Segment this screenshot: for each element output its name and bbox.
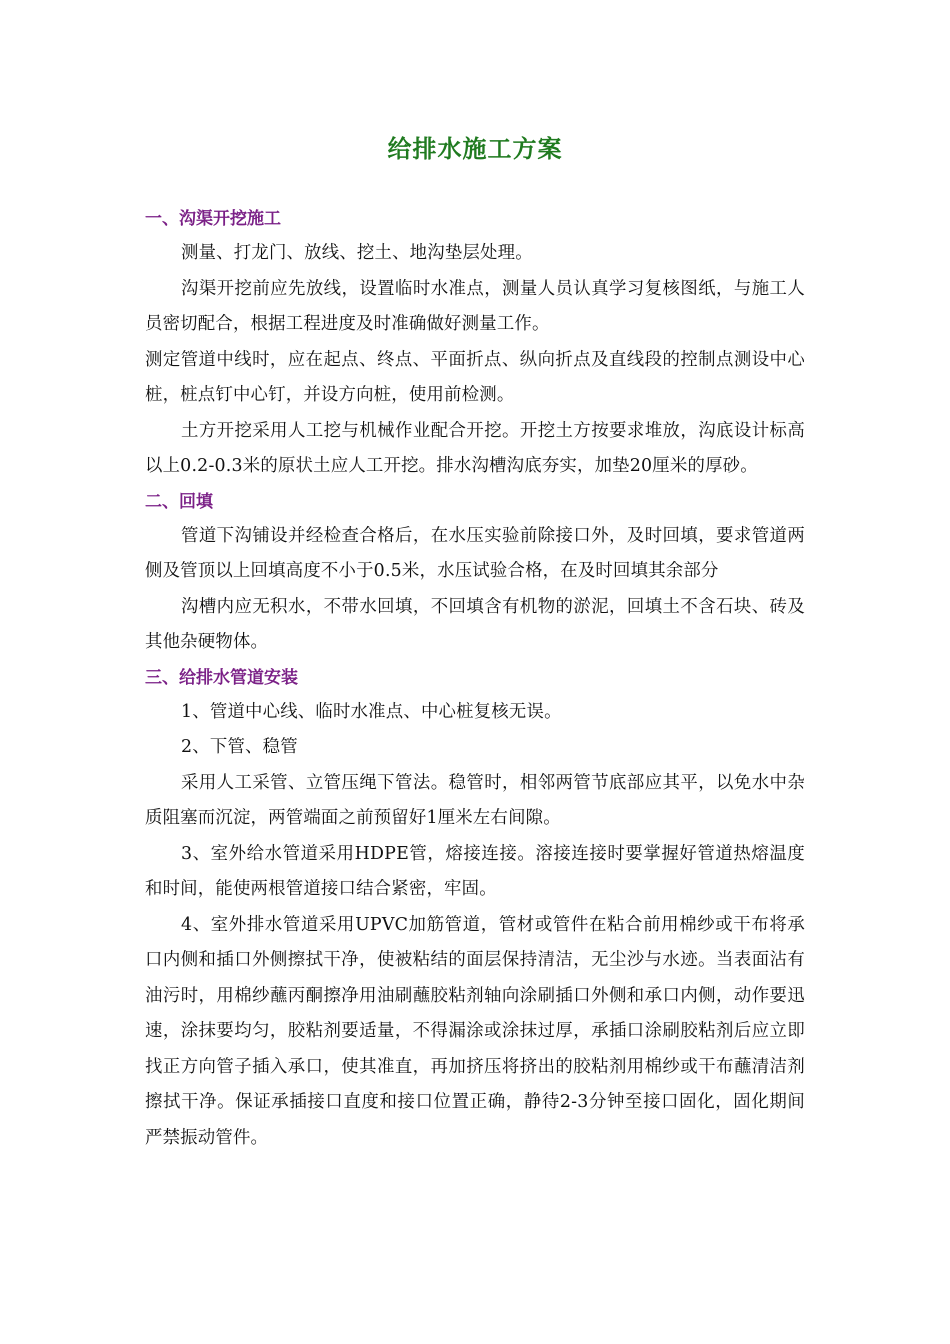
- paragraph: 1、管道中心线、临时水准点、中心桩复核无误。: [181, 701, 562, 722]
- section-heading: 三、给排水管道安装: [145, 667, 298, 688]
- paragraph: 管道下沟铺设并经检查合格后，在水压实验前除接口外，及时回填，要求管道两侧及管顶以上回填高度不小于0.5米，水压试验合格，在及时回填其余部分: [145, 525, 805, 581]
- paragraph: 3、室外给水管道采用HDPE管，熔接连接。溶接连接时要掌握好管道热熔温度和时间，能使两根管道接口结合紧密，牢固。: [145, 843, 805, 899]
- section-backfill: [145, 485, 805, 661]
- paragraph: 土方开挖采用人工挖与机械作业配合开挖。开挖土方按要求堆放，沟底设计标高以上0.2-0.3米的原状土应人工开挖。排水沟槽沟底夯实，加垫20厘米的厚砂。: [145, 420, 805, 476]
- section-trench-excavation: [145, 202, 805, 485]
- paragraph: 4、室外排水管道采用UPVC加筋管道，管材或管件在粘合前用棉纱或干布将承口内侧和插口外侧擦拭干净，使被粘结的面层保持清洁，无尘沙与水迹。当表面沾有油污时，用棉纱蘸丙酮擦净用油刷蘸胶粘剂轴向涂刷插口外侧和承口内侧，动作要迅速，涂抹要均匀，胶粘剂要适量，不得漏涂或涂抹过厚，承插口涂刷胶粘剂后应立即找正方向管子插入承口，使其准直，再加挤压将挤出的胶粘剂用棉纱或干布蘸清洁剂擦拭干净。保证承插接口直度和接口位置正确，静待2-3分钟至接口固化，固化期间严禁振动管件。: [145, 914, 805, 1148]
- paragraph: 沟槽内应无积水，不带水回填，不回填含有机物的淤泥，回填土不含石块、砖及其他杂硬物体。: [145, 596, 805, 652]
- paragraph: 2、下管、稳管: [181, 737, 298, 757]
- document-title: 给排水施工方案: [387, 135, 563, 163]
- section-heading: 一、沟渠开挖施工: [145, 209, 281, 229]
- paragraph: 测定管道中线时，应在起点、终点、平面折点、纵向折点及直线段的控制点测设中心桩，桩点钉中心钉，并设方向桩，使用前检测。: [145, 349, 805, 405]
- document-page: [145, 132, 805, 1156]
- paragraph: 沟渠开挖前应先放线，设置临时水准点，测量人员认真学习复核图纸，与施工人员密切配合，根据工程进度及时准确做好测量工作。: [145, 278, 805, 334]
- section-heading: 二、回填: [145, 491, 213, 512]
- paragraph: 测量、打龙门、放线、挖土、地沟垫层处理。: [181, 243, 533, 263]
- paragraph: 采用人工采管、立管压绳下管法。稳管时，相邻两管节底部应其平，以免水中杂质阻塞而沉淀，两管端面之前预留好1厘米左右间隙。: [145, 772, 805, 828]
- section-pipe-installation: [145, 661, 805, 1157]
